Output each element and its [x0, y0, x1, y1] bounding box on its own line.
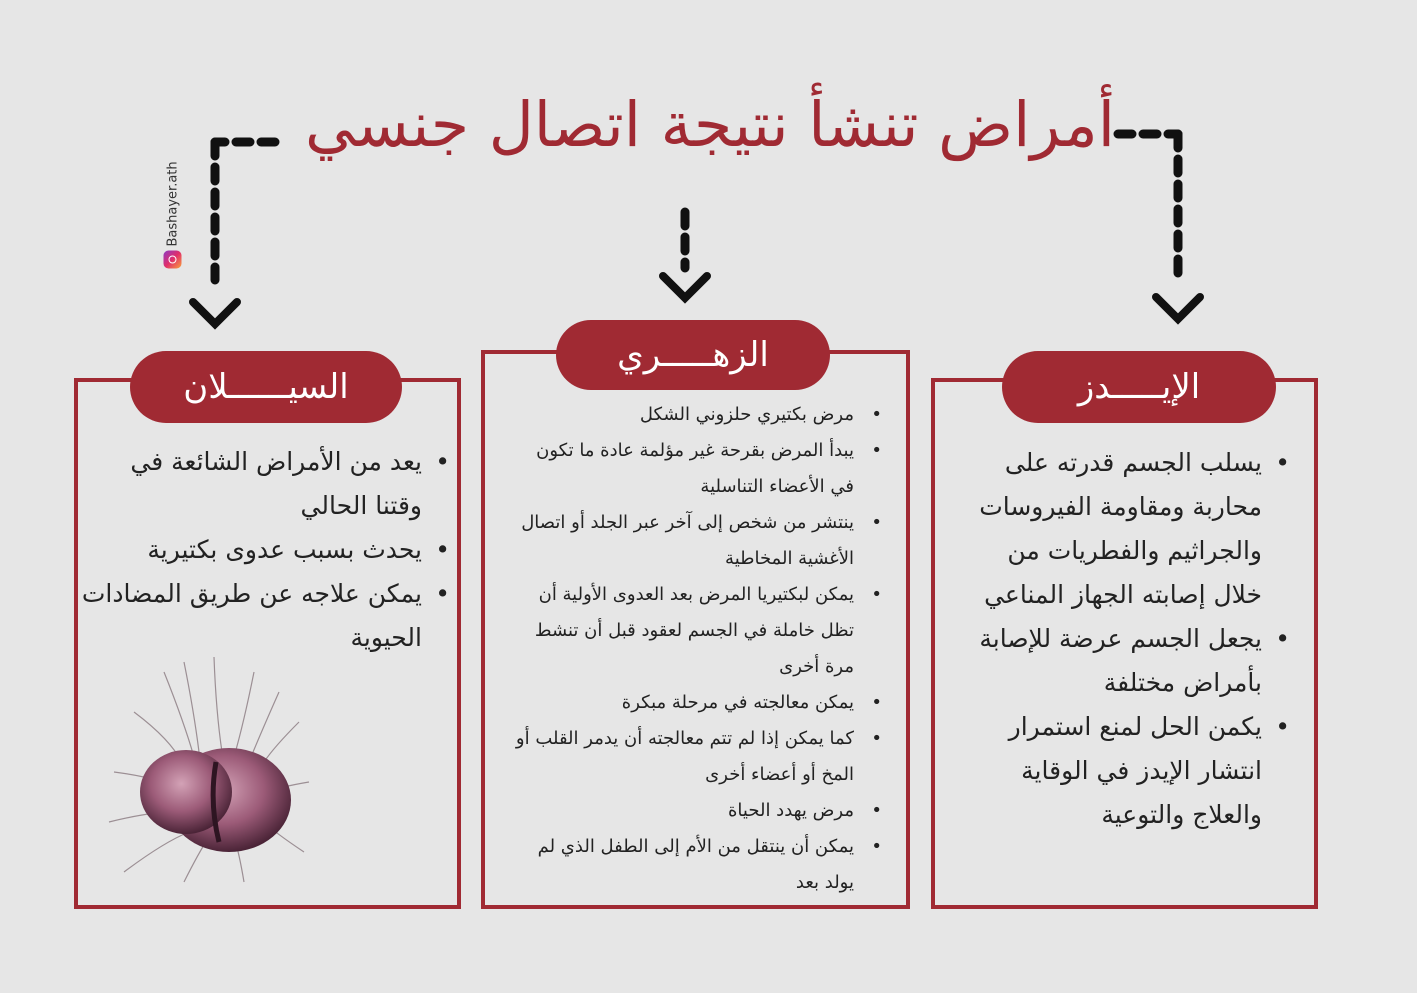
- list-item: • يجعل الجسم عرضة للإصابة بأمراض مختلفة: [955, 617, 1290, 705]
- list-item: • كما يمكن إذا لم تتم معالجته أن يدمر القلب أو المخ أو أعضاء أخرى: [510, 721, 882, 793]
- poster-title: أمراض تنشأ نتيجة اتصال جنسي: [305, 88, 1115, 161]
- instagram-icon: [164, 251, 182, 269]
- list-item: • ينتشر من شخص إلى آخر عبر الجلد أو اتصال الأغشية المخاطية: [510, 505, 882, 577]
- list-item: • يمكن معالجته في مرحلة مبكرة: [510, 685, 882, 721]
- watermark-text: Bashayer.ath: [165, 161, 180, 247]
- list-item: • يمكن أن ينتقل من الأم إلى الطفل الذي لم يولد بعد: [510, 829, 882, 901]
- aids-list: [955, 441, 1290, 837]
- syphilis-list: [510, 397, 882, 901]
- center-dotted-arrow-icon: [663, 212, 707, 298]
- gonorrhea-heading: السيــــــلان: [130, 351, 402, 423]
- left-dotted-arrow-icon: [193, 142, 275, 324]
- gonorrhea-list: [80, 440, 450, 660]
- list-item: • يحدث بسبب عدوى بكتيرية: [80, 528, 450, 572]
- aids-heading: الإيـــــدز: [1002, 351, 1276, 423]
- list-item: • يكمن الحل لمنع استمرار انتشار الإيدز في الوقاية والعلاج والتوعية: [955, 705, 1290, 837]
- bacteria-image: [104, 652, 314, 887]
- list-item: • يعد من الأمراض الشائعة في وقتنا الحالي: [80, 440, 450, 528]
- right-dotted-arrow-icon: [1118, 134, 1200, 319]
- watermark: [162, 161, 184, 269]
- list-item: • يمكن علاجه عن طريق المضادات الحيوية: [80, 572, 450, 660]
- list-item: • يسلب الجسم قدرته على محاربة ومقاومة الفيروسات والجراثيم والفطريات من خلال إصابته الجهاز المناعي: [955, 441, 1290, 617]
- list-item: • مرض يهدد الحياة: [510, 793, 882, 829]
- list-item: • مرض بكتيري حلزوني الشكل: [510, 397, 882, 433]
- syphilis-heading: الزهـــــري: [556, 320, 830, 390]
- list-item: • يبدأ المرض بقرحة غير مؤلمة عادة ما تكون في الأعضاء التناسلية: [510, 433, 882, 505]
- list-item: • يمكن لبكتيريا المرض بعد العدوى الأولية أن تظل خاملة في الجسم لعقود قبل أن تنشط مرة أخرى: [510, 577, 882, 685]
